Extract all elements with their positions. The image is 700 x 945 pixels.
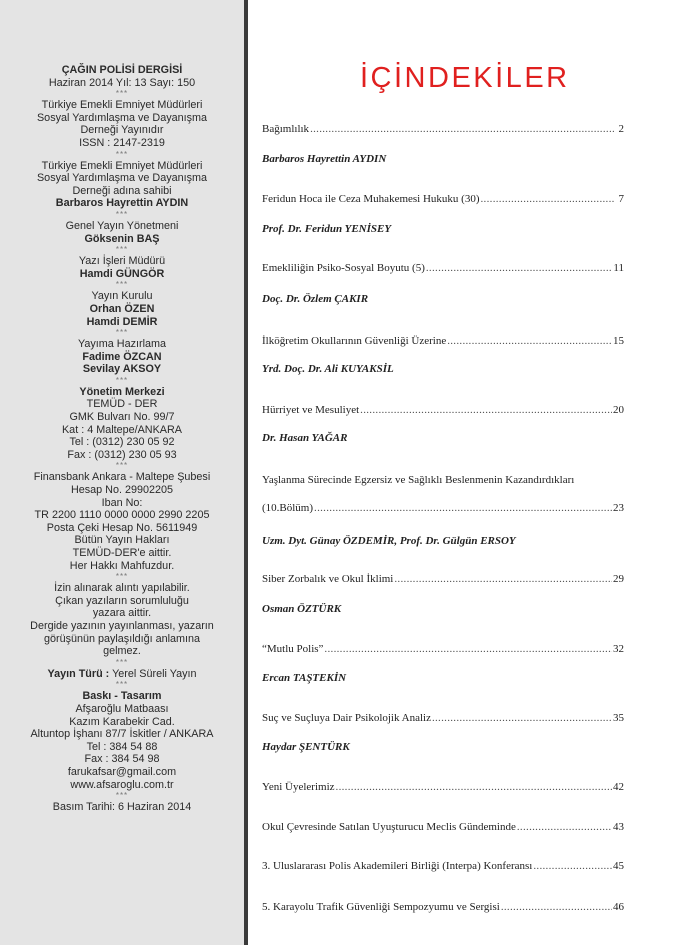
- toc-page-number: 42: [613, 781, 624, 793]
- toc-page-number: 45: [613, 860, 624, 872]
- separator-stars: ***: [115, 280, 129, 290]
- masthead-line: Hesap No. 29902205: [70, 484, 174, 497]
- masthead-line: Orhan ÖZEN: [89, 302, 155, 315]
- masthead-line: gelmez.: [103, 645, 141, 658]
- toc-author: Yrd. Doç. Dr. Ali KUYAKSİL: [262, 363, 394, 375]
- toc-entry[interactable]: [262, 123, 624, 135]
- separator-stars: ***: [115, 209, 129, 219]
- masthead-line: Genel Yayın Yönetmeni: [65, 219, 179, 232]
- dot-leader: [501, 901, 612, 913]
- masthead-line: Yayın Kurulu: [91, 290, 153, 303]
- toc-page-number: 7: [618, 193, 624, 205]
- masthead-value: Yerel Süreli Yayın: [109, 667, 197, 680]
- toc-page-number: 11: [613, 262, 624, 274]
- masthead-line: Fax : (0312) 230 05 93: [67, 448, 177, 461]
- dot-leader: [447, 335, 612, 347]
- separator-stars: ***: [115, 89, 129, 99]
- masthead-line: Finansbank Ankara - Maltepe Şubesi: [33, 471, 211, 484]
- masthead-line: Fax : 384 54 98: [84, 753, 160, 766]
- toc-author: Dr. Hasan YAĞAR: [262, 432, 348, 444]
- masthead-line: Iban No:: [101, 496, 143, 509]
- masthead-line: Sevilay AKSOY: [82, 363, 162, 376]
- separator-stars: ***: [115, 791, 129, 801]
- masthead-line: görüşünün paylaşıldığı anlamına: [43, 632, 201, 645]
- masthead-line: Yayıma Hazırlama: [78, 338, 166, 351]
- dot-leader: [324, 643, 612, 655]
- toc-page-number: 35: [613, 712, 624, 724]
- masthead-line: Türkiye Emekli Emniyet Müdürleri: [41, 159, 203, 172]
- toc-author: Doç. Dr. Özlem ÇAKIR: [262, 293, 369, 305]
- masthead-line: Tel : (0312) 230 05 92: [69, 436, 175, 449]
- toc-author: Prof. Dr. Feridun YENİSEY: [262, 223, 392, 235]
- page-title: İÇİNDEKİLER: [360, 62, 570, 94]
- toc-entry[interactable]: [262, 502, 624, 514]
- dot-leader: [314, 502, 612, 514]
- masthead-line: Kazım Karabekir Cad.: [69, 715, 175, 728]
- masthead-line: ISSN : 2147-2319: [79, 136, 165, 149]
- toc-entry[interactable]: [262, 404, 624, 416]
- toc-entry[interactable]: [262, 335, 624, 347]
- toc-author: Osman ÖZTÜRK: [262, 603, 342, 615]
- masthead-line: Dergide yazının yayınlanması, yazarın: [30, 619, 214, 632]
- toc-page-number: 43: [613, 821, 624, 833]
- toc-page-number: 29: [613, 573, 624, 585]
- masthead-line: Göksenin BAŞ: [84, 232, 160, 245]
- masthead-line: Yazı İşleri Müdürü: [78, 255, 166, 268]
- masthead-line: farukafsar@gmail.com: [67, 765, 177, 778]
- toc-entry-title: 3. Uluslararası Polis Akademileri Birliği (Interpa) Konferansı: [262, 860, 533, 872]
- separator-stars: ***: [115, 245, 129, 255]
- dot-leader: [517, 821, 612, 833]
- toc-entry-title: Hürriyet ve Mesuliyet: [262, 404, 360, 416]
- toc-entry[interactable]: [262, 860, 624, 872]
- dot-leader: [360, 404, 612, 416]
- masthead-line: Derneği adına sahibi: [72, 184, 172, 197]
- separator-stars: ***: [115, 461, 129, 471]
- masthead-line: Hamdi GÜNGÖR: [79, 267, 165, 280]
- masthead-line: TEMÜD-DER'e aittir.: [72, 547, 172, 559]
- masthead-line: Her Hakkı Mahfuzdur.: [69, 559, 175, 572]
- toc-entry[interactable]: [262, 193, 624, 205]
- masthead-line: Sosyal Yardımlaşma ve Dayanışma: [36, 111, 208, 124]
- masthead-line: Yönetim Merkezi: [79, 385, 165, 398]
- masthead-line: Türkiye Emekli Emniyet Müdürleri: [41, 99, 203, 112]
- dot-leader: [310, 123, 615, 135]
- dot-leader: [533, 860, 612, 872]
- masthead-line: ÇAĞIN POLİSİ DERGİSİ: [61, 64, 183, 76]
- masthead-line: Bütün Yayın Hakları: [74, 534, 170, 547]
- masthead-line: TEMÜD - DER: [86, 398, 158, 411]
- masthead-line: Altuntop İşhanı 87/7 İskitler / ANKARA: [30, 728, 214, 741]
- masthead-line: Basım Tarihi: 6 Haziran 2014: [52, 801, 192, 814]
- masthead-line: yazara aittir.: [92, 607, 152, 620]
- masthead-label: Yayın Türü :: [47, 667, 110, 680]
- masthead-line: İzin alınarak alıntı yapılabilir.: [54, 582, 190, 595]
- toc-entry-title: Yeni Üyelerimiz: [262, 781, 335, 793]
- toc-entry[interactable]: [262, 712, 624, 724]
- masthead-line: Kat : 4 Maltepe/ANKARA: [61, 423, 183, 436]
- masthead-line: GMK Bulvarı No. 99/7: [69, 411, 175, 424]
- toc-entry-title: “Mutlu Polis”: [262, 643, 324, 655]
- toc-entry[interactable]: [262, 781, 624, 793]
- dot-leader: [394, 573, 612, 585]
- toc-author: Ercan TAŞTEKİN: [262, 672, 347, 684]
- toc-author: Haydar ŞENTÜRK: [262, 741, 350, 753]
- toc-page-number: 46: [613, 901, 624, 913]
- masthead-line: www.afsaroglu.com.tr: [70, 778, 174, 791]
- masthead-line: Hamdi DEMİR: [86, 315, 158, 328]
- toc-entry[interactable]: [262, 573, 624, 585]
- toc-entry-title: Feridun Hoca ile Ceza Muhakemesi Hukuku (30): [262, 193, 480, 205]
- masthead-line: Derneği Yayınıdır: [80, 124, 164, 137]
- separator-stars: ***: [115, 328, 129, 338]
- masthead-line: [0, 668, 244, 681]
- masthead-sidebar: [0, 0, 248, 945]
- masthead-line: TR 2200 1110 0000 0000 2990 2205: [34, 509, 210, 522]
- masthead-line: Afşaroğlu Matbaası: [75, 702, 169, 715]
- toc-entry-title: Emekliliğin Psiko-Sosyal Boyutu (5): [262, 262, 425, 274]
- separator-stars: ***: [115, 572, 129, 582]
- toc-entry[interactable]: [262, 643, 624, 655]
- toc-page-number: 2: [618, 123, 624, 135]
- dot-leader: [481, 193, 616, 205]
- separator-stars: ***: [115, 375, 129, 385]
- separator-stars: ***: [115, 657, 129, 667]
- toc-entry-title: İlköğretim Okullarının Güvenliği Üzerine: [262, 335, 447, 347]
- toc-entry-title: Suç ve Suçluya Dair Psikolojik Analiz: [262, 712, 431, 724]
- toc-entry-title: 5. Karayolu Trafik Güvenliği Sempozyumu ve Sergisi: [262, 901, 500, 913]
- masthead-line: Sosyal Yardımlaşma ve Dayanışma: [36, 172, 208, 185]
- toc-entry-title: Okul Çevresinde Satılan Uyuşturucu Meclis Gündeminde: [262, 821, 516, 833]
- masthead-line: Çıkan yazıların sorumluluğu: [55, 594, 189, 607]
- toc-entry[interactable]: [262, 821, 624, 833]
- masthead-line: Haziran 2014 Yıl: 13 Sayı: 150: [48, 76, 196, 89]
- toc-entry[interactable]: [262, 262, 624, 274]
- toc-entry-title: Siber Zorbalık ve Okul İklimi: [262, 573, 394, 585]
- masthead-line: Posta Çeki Hesap No. 5611949: [46, 521, 198, 534]
- masthead-line: Fadime ÖZCAN: [82, 350, 162, 363]
- masthead-line: Tel : 384 54 88: [86, 740, 158, 753]
- toc-entry[interactable]: [262, 901, 624, 913]
- dot-leader: [432, 712, 612, 724]
- toc-page-number: 20: [613, 404, 624, 416]
- toc-entry-title: (10.Bölüm): [262, 502, 314, 514]
- toc-page-number: 32: [613, 643, 624, 655]
- toc-entry-title-line: Yaşlanma Sürecinde Egzersiz ve Sağlıklı Beslenmenin Kazandırdıkları: [262, 474, 575, 486]
- toc-page-number: 15: [613, 335, 624, 347]
- dot-leader: [426, 262, 613, 274]
- toc-author: Uzm. Dyt. Günay ÖZDEMİR, Prof. Dr. Gülgün ERSOY: [262, 535, 516, 547]
- masthead-line: Baskı - Tasarım: [82, 690, 162, 703]
- toc-entry-title: Bağımlılık: [262, 123, 310, 135]
- separator-stars: ***: [115, 680, 129, 690]
- masthead-line: Barbaros Hayrettin AYDIN: [55, 197, 189, 210]
- toc-author: Barbaros Hayrettin AYDIN: [262, 153, 387, 165]
- dot-leader: [336, 781, 612, 793]
- separator-stars: ***: [115, 149, 129, 159]
- toc-page-number: 23: [613, 502, 624, 514]
